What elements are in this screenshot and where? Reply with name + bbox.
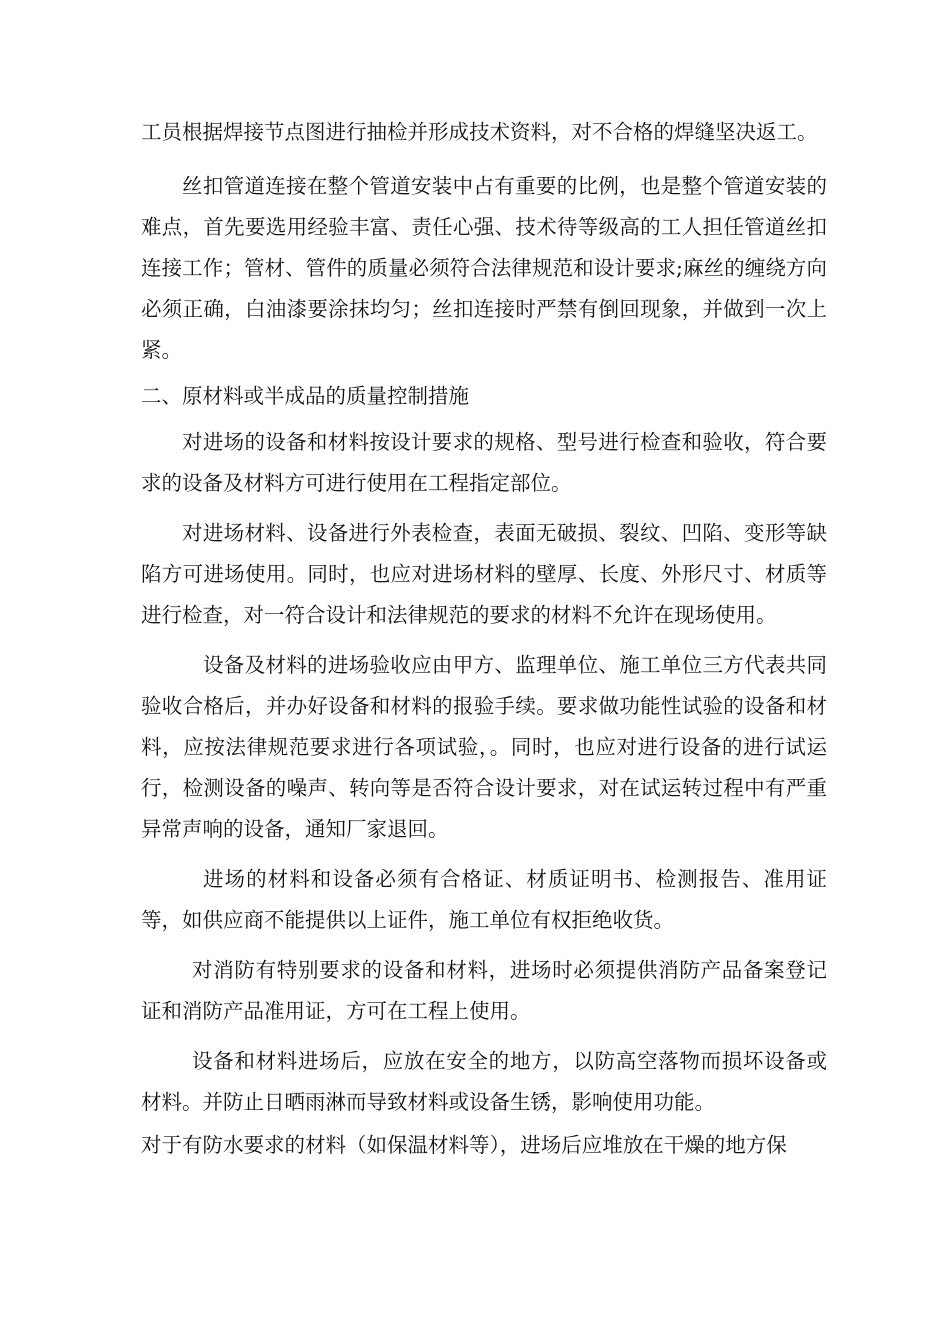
paragraph-fire-requirements: 对消防有特别要求的设备和材料，进场时必须提供消防产品备案登记证和消防产品准用证，方可在工程上使用。 [141, 958, 827, 1023]
section-heading: 二、原材料或半成品的质量控制措施 [141, 384, 469, 408]
paragraph-welding-inspection: 工员根据焊接节点图进行抽检并形成技术资料，对不合格的焊缝坚决返工。 [141, 120, 818, 144]
paragraph-incoming-inspection: 对进场的设备和材料按设计要求的规格、型号进行检查和验收，符合要求的设备及材料方可进行使用在工程指定部位。 [141, 430, 827, 495]
paragraph-threaded-pipe: 丝扣管道连接在整个管道安装中占有重要的比例，也是整个管道安装的难点，首先要选用经验丰富、责任心强、技术待等级高的工人担任管道丝扣连接工作；管材、管件的质量必须符合法律规范和设计要求;麻丝的缠绕方向必须正确，白油漆要涂抹均匀；丝扣连接时严禁有倒回现象，并做到一次上紧。 [141, 174, 827, 362]
paragraph-surface-check: 对进场材料、设备进行外表检查，表面无破损、裂纹、凹陷、变形等缺陷方可进场使用。同时，也应对进场材料的壁厚、长度、外形尺寸、材质等进行检查，对一符合设计和法律规范的要求的材料不允许在现场使用。 [141, 521, 827, 627]
paragraph-acceptance: 设备及材料的进场验收应由甲方、监理单位、施工单位三方代表共同验收合格后，并办好设备和材料的报验手续。要求做功能性试验的设备和材料，应按法律规范要求进行各项试验，。同时，也应对进行设备的进行试运行，检测设备的噪声、转向等是否符合设计要求，对在试运转过程中有严重异常声响的设备，通知厂家退回。 [141, 653, 827, 841]
paragraph-storage: 设备和材料进场后，应放在安全的地方，以防高空落物而损坏设备或材料。并防止日晒雨淋而导致材料或设备生锈，影响使用功能。 [141, 1049, 827, 1114]
paragraph-waterproof: 对于有防水要求的材料（如保温材料等），进场后应堆放在干燥的地方保 [141, 1133, 787, 1157]
paragraph-certificates: 进场的材料和设备必须有合格证、材质证明书、检测报告、准用证等，如供应商不能提供以上证件，施工单位有权拒绝收货。 [141, 867, 827, 932]
document-body [141, 112, 827, 1166]
